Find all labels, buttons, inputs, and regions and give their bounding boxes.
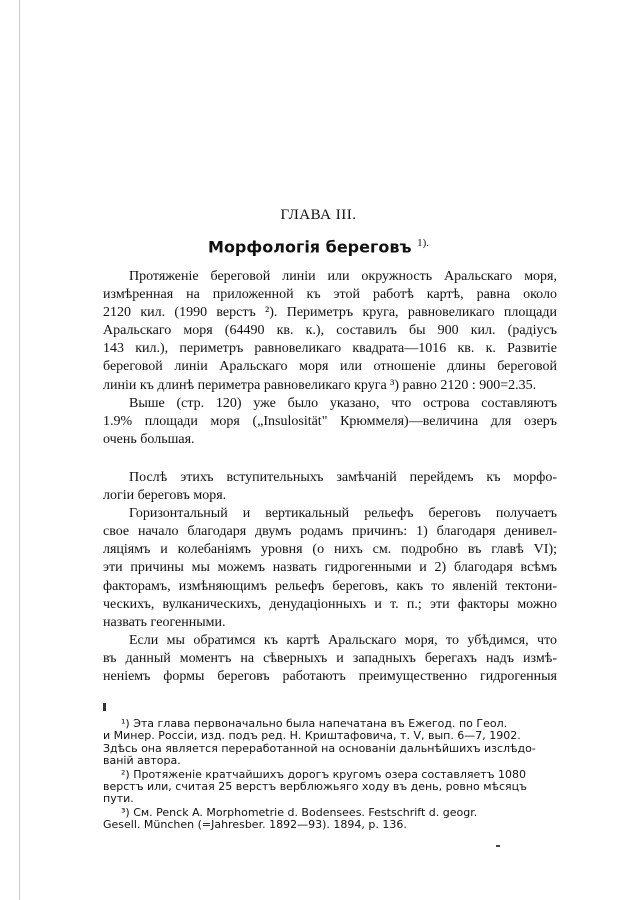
footnote-line: ¹) Эта глава первоначально была напечатана въ Ежегод. по Геол. [121, 717, 508, 730]
footnote-line: и Минер. Россіи, изд. подъ ред. Н. Криштафовича, т. V, вып. 6—7, 1902. [103, 729, 521, 743]
chapter-heading: ГЛАВА III. [280, 207, 357, 223]
text-line: въ данный моментъ на сѣверныхъ и западныхъ берегахъ надъ измѣ- [103, 650, 557, 666]
text-line: Если мы обратимся къ картѣ Аральскаго моря, то убѣдимся, что [129, 632, 557, 648]
footnote [103, 718, 557, 768]
paragraph-gap [103, 449, 557, 469]
text-line: очень большая. [103, 431, 195, 447]
footnote-line: пути. [103, 792, 134, 806]
text-line: линіи къ длинѣ периметра равновеликаго круга ³) равно 2120 : 900=2.35. [103, 377, 537, 393]
paragraph [103, 469, 557, 505]
text-line: Послѣ этихъ вступительныхъ замѣчаній перейдемъ къ морфо- [129, 469, 557, 485]
text-line: Горизонтальный и вертикальный рельефъ береговъ получаетъ [129, 506, 557, 522]
text-line: свое начало благодаря двумъ родамъ причинъ: 1) благодаря денивел- [103, 524, 557, 540]
text-line: Аральскаго моря (64490 кв. к.), составилъ бы 900 кил. (радіусъ [103, 323, 557, 339]
text-line: ческихъ, вулканическихъ, денудаціонныхъ и т. п.; эти факторы можно [103, 596, 557, 612]
text-line: ляціямъ и колебаніямъ уровня (о нихъ см. подробно въ главѣ VI); [103, 542, 557, 558]
text-line: 143 кил.), периметръ равновеликаго квадрата—1016 кв. к. Развитіе [103, 341, 557, 357]
footnotes [103, 718, 557, 833]
footnote [103, 807, 557, 832]
page-speck [496, 845, 500, 847]
footnote-line: Здѣсь она является переработанной на основаніи дальнѣйшихъ изслѣдо- [103, 741, 536, 755]
paragraph [103, 395, 557, 449]
paragraph [103, 632, 557, 686]
title-footnote-ref: 1). [417, 237, 429, 249]
text-line: назвать гeогенными. [103, 614, 226, 630]
chapter-title [0, 237, 637, 256]
paragraph [103, 268, 557, 395]
paragraph [103, 505, 557, 632]
footnote-line: ²) Протяженіе кратчайшихъ дорогъ кругомъ озера составляетъ 1080 [121, 767, 526, 781]
text-line: 2120 кил. (1990 верстъ ²). Периметръ круга, равновеликаго площади [103, 305, 557, 321]
footnote-mark [103, 703, 106, 711]
text-line: береговой линіи Аральскаго моря или отношеніе длины береговой [103, 359, 557, 375]
text-line: логіи береговъ моря. [103, 488, 227, 504]
text-line: измѣренная на приложенной къ этой работѣ картѣ, равна около [103, 287, 557, 303]
text-line: эти причины мы можемъ назвать гидрогенными и 2) благодаря всѣмъ [103, 560, 557, 576]
text-line: неніемъ формы береговъ работаютъ преимущественно гидрогенныя [103, 668, 557, 684]
footnote-line: ³) См. Penck A. Morphometrie d. Bodensees. Festschrift d. geogr. [121, 805, 478, 819]
text-line: факторамъ, измѣняющимъ рельефъ береговъ, какъ то явленій тектони- [103, 578, 557, 594]
footnote-line: верстъ или, считая 25 верстъ верблюжьяго ходу въ день, ровно мѣсяцъ [103, 780, 527, 794]
text-line: Выше (стр. 120) уже было указано, что острова составляютъ [129, 395, 557, 411]
footnote [103, 769, 557, 806]
chapter-title-text: Морфологія береговъ [208, 237, 412, 257]
text-line: 1.9% площади моря („Insulosität" Крюммеля)—величина для озеръ [103, 413, 557, 429]
text-line: Протяженіе береговой линіи или окружность Аральскаго моря, [129, 269, 557, 284]
footnote-line: Gesell. München (=Jahresber. 1892—93). 1894, p. 136. [103, 818, 407, 832]
footnote-line: ваній автора. [103, 754, 181, 768]
body-text [103, 268, 557, 686]
